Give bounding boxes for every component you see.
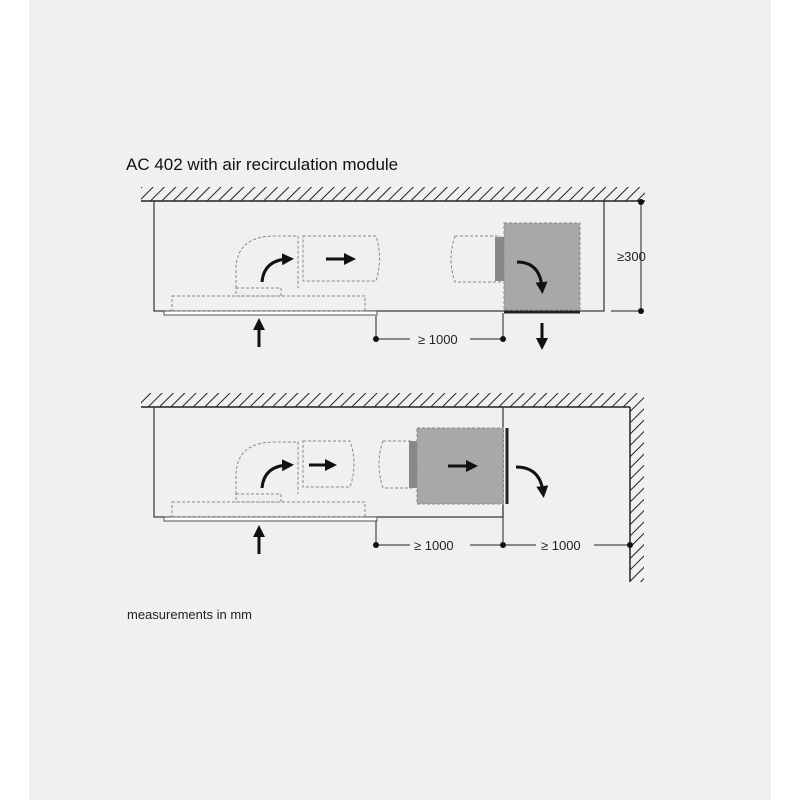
hood-body-bottom <box>172 502 365 517</box>
hood-plate-bottom <box>164 517 377 521</box>
recirculation-module <box>504 223 580 310</box>
measurement-note: measurements in mm <box>127 607 252 622</box>
hood-plate <box>164 311 377 315</box>
distance-dimension-label-2: ≥ 1000 <box>541 538 581 553</box>
ceiling-top <box>141 187 645 201</box>
distance-dimension-label-1: ≥ 1000 <box>414 538 454 553</box>
hood-body <box>172 296 365 311</box>
duct-right <box>451 236 500 282</box>
diagram-title: AC 402 with air recirculation module <box>126 155 399 174</box>
height-dimension-label: ≥300 <box>617 249 646 264</box>
curved-arrow-icon <box>262 259 288 282</box>
curved-arrow-down-icon <box>516 467 543 492</box>
duct-elbow <box>236 236 298 288</box>
wall <box>630 407 644 582</box>
curved-arrow-icon <box>262 465 288 488</box>
bottom-diagram <box>141 393 644 582</box>
distance-dimension-label: ≥ 1000 <box>418 332 458 347</box>
ceiling-bottom <box>141 393 644 407</box>
top-diagram <box>141 187 646 347</box>
